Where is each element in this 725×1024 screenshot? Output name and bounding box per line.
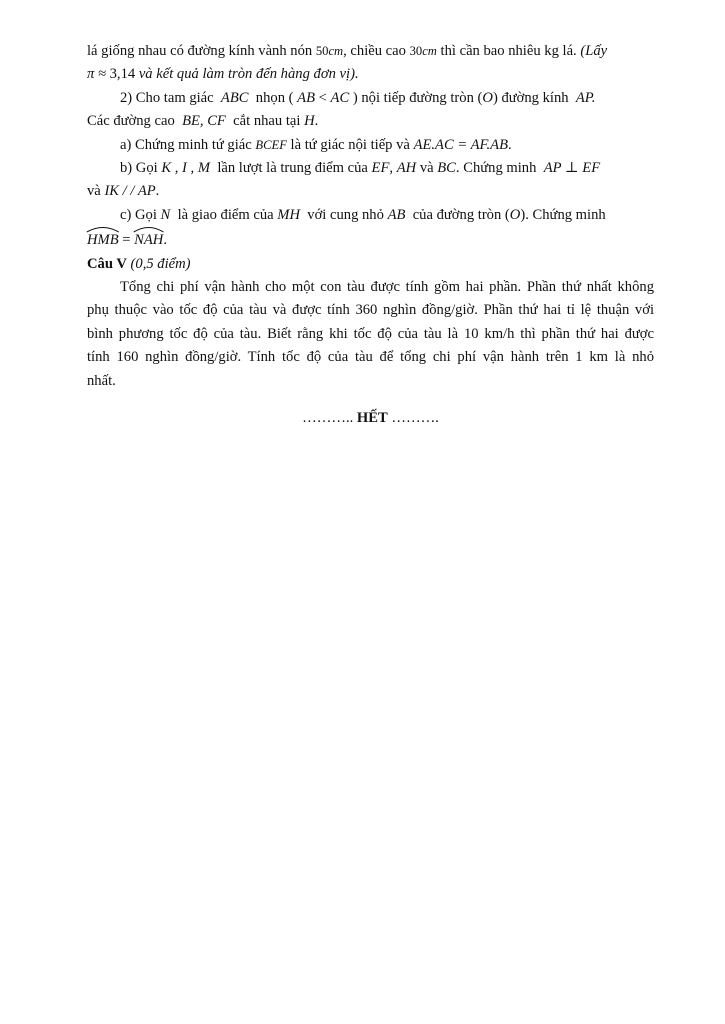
segment: MH (277, 206, 300, 223)
quadrilateral-name: BCEF (255, 137, 287, 152)
parallel-statement: IK / / AP (104, 183, 156, 200)
text: b) Gọi (120, 160, 158, 177)
q5-paragraph-line-5: nhất. (87, 372, 116, 389)
text: thì cần bao nhiêu kg lá. (440, 43, 577, 59)
q2-part-a (87, 134, 654, 157)
q5-paragraph-line-3: bình phương tốc độ của tàu. Biết rằng khi tốc độ của tàu là 10 km/h thì phần thứ hai được (87, 325, 654, 342)
circle-name: O (509, 206, 521, 223)
segment: AP. (575, 89, 596, 106)
document-page (87, 40, 654, 431)
text: Các đường cao (87, 113, 175, 130)
arc-mark-icon (86, 225, 120, 233)
text: . (314, 113, 319, 130)
segment: AH (396, 160, 417, 177)
q2-part-c-continued (87, 229, 654, 252)
text: ) đường kính (492, 89, 569, 106)
arc-label: NAH (134, 232, 164, 249)
arc-name: AB (387, 206, 406, 223)
q5-paragraph-line-1: Tổng chi phí vận hành cho một con tàu được tính gồm hai phần. Phần thứ nhất không (120, 279, 654, 296)
text: là tứ giác nội tiếp và (290, 136, 410, 153)
q2-part-c (87, 204, 654, 227)
diameter-value (316, 44, 343, 58)
q2-line-2 (87, 110, 654, 133)
text: cắt nhau tại (233, 113, 301, 130)
number: 50 (315, 44, 329, 58)
arc-mark-icon (133, 225, 164, 233)
text: ) nội tiếp đường tròn ( (352, 89, 483, 106)
point: N (160, 206, 171, 223)
pi-symbol: π ≈ (87, 66, 110, 83)
perpendicular-statement: AP ⊥ EF (543, 160, 601, 177)
q2-part-b-continued (87, 180, 654, 203)
q2-part-b (87, 157, 654, 180)
note: và kết quả làm tròn đến hàng đơn vị). (138, 66, 359, 83)
text: ). Chứng minh (520, 206, 606, 223)
text: . (508, 136, 512, 153)
segment: BC (437, 160, 456, 177)
unit: cm (422, 44, 437, 58)
text: lần lượt là trung điểm của (217, 160, 368, 177)
arc-hmb (87, 229, 119, 252)
text: của đường tròn ( (412, 206, 510, 223)
text: và (419, 160, 434, 177)
unit: cm (328, 44, 344, 58)
text: . (155, 183, 160, 200)
operator: < (318, 89, 327, 106)
circle-name: O (482, 89, 493, 106)
text: a) Chứng minh tứ giác (120, 136, 252, 153)
text: 2) Cho tam giác (120, 89, 214, 106)
line-2 (87, 63, 654, 86)
text: nhọn ( (255, 89, 294, 106)
triangle-name: ABC (220, 89, 249, 106)
equation: AE.AC = AF.AB (413, 136, 508, 153)
points: K , I , M (161, 160, 211, 177)
text: c) Gọi (120, 206, 157, 223)
segment: CF (207, 113, 226, 130)
text: là giao điểm của (177, 206, 274, 223)
text: . Chứng minh (455, 160, 537, 177)
note: (Lấy (580, 43, 608, 59)
text: . (163, 232, 167, 249)
segment: EF (371, 160, 390, 177)
segment: AB (297, 89, 315, 106)
question-points: (0,5 điểm) (130, 255, 191, 272)
q2-line-1 (87, 87, 654, 110)
point: H (304, 113, 315, 130)
segment: BE, (182, 113, 204, 130)
operator: = (118, 232, 135, 249)
end-word: HẾT (356, 410, 388, 427)
q5-paragraph-line-2: phụ thuộc vào tốc độ của tàu và được tính 360 nghìn đồng/giờ. Phần thứ hai tỉ lệ thuận với (87, 302, 654, 319)
text: và (87, 183, 101, 200)
question-title: Câu V (87, 255, 127, 272)
arc-label: HMB (87, 232, 119, 249)
line-1 (87, 40, 654, 63)
dots: ……….. (302, 410, 357, 427)
segment: AC (330, 89, 350, 106)
q5-heading (87, 253, 654, 276)
text: với cung nhỏ (307, 206, 384, 223)
text: , (389, 160, 394, 177)
pi-value: 3,14 (109, 66, 136, 83)
number: 30 (409, 44, 423, 58)
dots: ………. (387, 410, 439, 427)
text: lá giống nhau có đường kính vành nón (87, 43, 313, 59)
arc-nah (134, 229, 163, 252)
end-marker (87, 407, 654, 430)
text: , chiều cao (343, 43, 406, 59)
q5-paragraph-line-4: tính 160 nghìn đồng/giờ. Tính tốc độ của tàu để tổng chi phí vận hành trên 1 km là nhỏ (87, 349, 654, 366)
height-value (410, 44, 437, 58)
